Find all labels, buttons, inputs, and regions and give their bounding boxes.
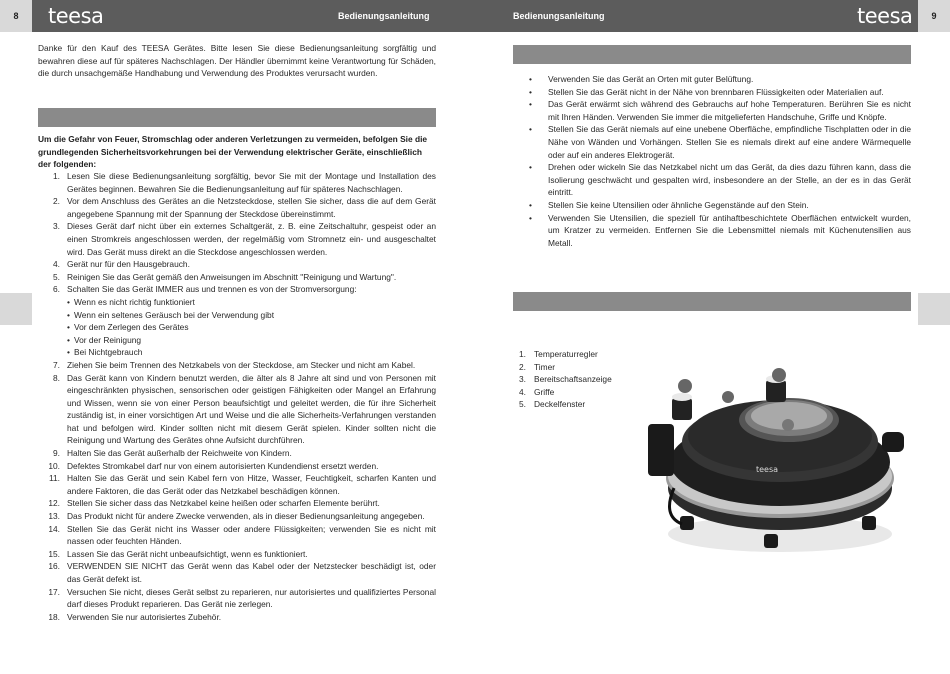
safety-item-text: Lassen Sie das Gerät nicht unbeaufsichtigt, wenn es funktioniert.	[67, 548, 308, 559]
safety-item	[38, 271, 436, 284]
safety-item-number: 10.	[48, 460, 60, 471]
section-bar-additional	[513, 45, 911, 64]
safety-item	[38, 548, 436, 561]
part-label: Temperaturregler	[534, 349, 598, 359]
safety-sub-list	[67, 296, 436, 359]
bullet-text: Verwenden Sie das Gerät an Orten mit guter Belüftung.	[548, 74, 754, 84]
safety-item-text: Versuchen Sie nicht, dieses Gerät selbst zu reparieren, nur autorisiertes und qualifiziertes Personal darf dieses Produkt reparieren. Das Gerät nie zerlegen.	[67, 586, 436, 610]
safety-item-text: Schalten Sie das Gerät IMMER aus und trennen es von der Stromversorgung:	[67, 284, 357, 295]
bullet-text: Verwenden Sie Utensilien, die speziell für antihaftbeschichtete Oberflächen entwickelt wurden, um Kratzer zu vermeiden. Entfernen Sie die Lebensmittel niemals mit Küchenutensilien aus Metall.	[548, 212, 911, 248]
safety-item-number: 5.	[53, 271, 60, 282]
safety-item	[38, 359, 436, 372]
bullet-dot: •	[529, 212, 532, 223]
safety-item-number: 6.	[53, 284, 60, 295]
part-item	[513, 348, 673, 361]
header-title-left: Bedienungsanleitung	[338, 11, 430, 21]
safety-item-number: 2.	[53, 196, 60, 207]
intro-paragraph: Danke für den Kauf des TEESA Gerätes. Bitte lesen Sie diese Bedienungsanleitung sorgfältig und bewahren diese auf für späteres Nachschlagen. Der Händler übernimmt keine Verantwortung für Schäden, die durch unsachgemäße Handhabung und Verwendung des Produktes verursacht wurden.	[38, 43, 436, 79]
bullet-text: Stellen Sie keine Utensilien oder ähnliche Gegenstände auf den Stein.	[548, 199, 809, 210]
safety-item	[38, 283, 436, 359]
part-label: Bereitschaftsanzeige	[534, 374, 612, 385]
safety-sub-item: • Wenn ein seltenes Geräusch bei der Verwendung gibt	[67, 309, 436, 322]
part-number: 4.	[519, 386, 526, 397]
safety-item-number: 18.	[48, 611, 60, 622]
safety-item-number: 15.	[48, 548, 60, 559]
safety-warning: Um die Gefahr von Feuer, Stromschlag oder anderen Verletzungen zu vermeiden, befolgen Sie die grundlegenden Sicherheitsvorkehrungen bei der Verwendung elektrischer Geräte, einschließlich der folgenden:	[38, 134, 428, 170]
safety-item-text: Das Gerät kann von Kindern benutzt werden, die älter als 8 Jahre alt sind und von Personen mit eingeschränkten physischen, sensorischen oder geistigen Fähigkeiten oder Mangel an Erfahrung und Wissen, wenn sie von einer Person beaufsichtigt und geleitet werden, die für ihre Sicherheit zuständig ist, in einer vorsichtigen Art und Weise und die alle Sicherheits-Verfahrungen verstanden hat und befolgen wird. Kinder sollten nicht mit diesem Gerät spielen. Kinder sollten nicht die Reinigung und Wartung des Gerätes ohne Aufsicht durchführen.	[67, 372, 436, 446]
bullet-item	[513, 212, 911, 250]
bullet-text: Drehen oder wickeln Sie das Netzkabel nicht um das Gerät, da dies dazu führen kann, dass die Isolierung geschwächt und gespalten wird, insbesondere an der Stelle, an der es in das Gerät eintritt.	[548, 162, 911, 198]
brand-logo-right: teesa	[857, 4, 913, 28]
safety-item	[38, 372, 436, 448]
safety-item-number: 17.	[48, 586, 60, 597]
safety-item-number: 7.	[53, 359, 60, 370]
safety-item	[38, 460, 436, 473]
safety-item-text: Lesen Sie diese Bedienungsanleitung sorgfältig, bevor Sie mit der Montage und Installation des Gerätes beginnen. Bewahren Sie die Bedienungsanleitung auf für späteres Nachschlagen.	[67, 171, 436, 194]
header-title-right: Bedienungsanleitung	[513, 11, 605, 21]
bullet-dot: •	[529, 99, 532, 110]
safety-item-text: Halten Sie das Gerät außerhalb der Reichweite von Kindern.	[67, 448, 292, 459]
safety-item	[38, 220, 436, 258]
bullet-item	[513, 161, 911, 199]
product-logo: teesa	[756, 465, 779, 474]
brand-logo-left: teesa	[48, 4, 104, 28]
bullet-item	[513, 123, 911, 161]
bullet-item	[513, 73, 911, 86]
safety-item-text: Das Produkt nicht für andere Zwecke verwenden, als in dieser Bedienungsanleitung angegeben.	[67, 511, 425, 522]
safety-list	[38, 170, 436, 623]
part-number: 1.	[519, 349, 526, 359]
safety-item-text: Defektes Stromkabel darf nur von einem autorisierten Kundendienst ersetzt werden.	[67, 460, 379, 471]
part-label: Deckelfenster	[534, 399, 586, 410]
safety-item-text: Ziehen Sie beim Trennen des Netzkabels von der Steckdose, am Stecker und nicht am Kabel.	[67, 359, 416, 370]
safety-item-text: Reinigen Sie das Gerät gemäß den Anweisungen im Abschnitt "Reinigung und Wartung".	[67, 271, 397, 282]
part-number: 2.	[519, 361, 526, 372]
safety-item-number: 16.	[48, 561, 60, 572]
header-bar	[0, 0, 950, 32]
safety-item	[38, 611, 436, 624]
safety-item-text: Gerät nur für den Hausgebrauch.	[67, 259, 190, 270]
safety-item-number: 1.	[53, 171, 60, 181]
safety-item-number: 14.	[48, 523, 60, 534]
section-bar-parts	[513, 292, 911, 311]
safety-item	[38, 497, 436, 510]
safety-item	[38, 195, 436, 220]
bullet-dot: •	[529, 86, 532, 97]
bullet-text: Stellen Sie das Gerät nicht in der Nähe von brennbaren Flüssigkeiten oder Materialien auf.	[548, 86, 884, 97]
bullet-item	[513, 86, 911, 99]
safety-item	[38, 586, 436, 611]
part-label: Timer	[534, 361, 556, 372]
bullet-item	[513, 199, 911, 212]
side-tab-left	[0, 293, 32, 325]
safety-item	[38, 510, 436, 523]
safety-item	[38, 523, 436, 548]
safety-item-text: Dieses Gerät darf nicht über ein externes Schaltgerät, z. B. eine Zeitschaltuhr, gespeist oder an einen Stromkreis angeschlossen werden, der regelmäßig vom Stromnetz ein- und ausgeschaltet wird. Das Gerät muss direkt an die Steckdose angeschlossen werden.	[67, 221, 436, 257]
safety-item-text: Verwenden Sie nur autorisiertes Zubehör.	[67, 611, 222, 622]
side-tab-right	[918, 293, 950, 325]
safety-item	[38, 560, 436, 585]
part-label: Griffe	[534, 386, 555, 397]
safety-sub-item: • Vor der Reinigung	[67, 334, 436, 347]
safety-item-number: 3.	[53, 221, 60, 232]
pizza-oven-image	[640, 366, 910, 556]
safety-item	[38, 170, 436, 195]
section-bar-safety	[38, 108, 436, 127]
safety-item-text: Vor dem Anschluss des Gerätes an die Netzsteckdose, stellen Sie sicher, dass die auf dem Gerät angegebene Spannung mit der Spannung der Steckdose übereinstimmt.	[67, 196, 436, 219]
page-number-right: 9	[918, 0, 950, 32]
safety-item-number: 8.	[53, 372, 60, 383]
bullet-dot: •	[529, 74, 532, 84]
bullet-text: Das Gerät erwärmt sich während des Gebrauchs auf hohe Temperaturen. Berühren Sie es nicht mit Ihren Händen. Verwenden Sie immer die mitgelieferten Handschuhe, Griffe und Knöpfe.	[548, 99, 911, 122]
safety-item-text: Stellen Sie das Gerät nicht ins Wasser oder andere Flüssigkeiten; verwenden Sie es nicht mit nassen oder feuchten Händen.	[67, 523, 436, 547]
safety-item-number: 11.	[48, 473, 60, 484]
safety-sub-item: • Wenn es nicht richtig funktioniert	[67, 296, 436, 309]
bullet-item	[513, 98, 911, 123]
safety-item-text: VERWENDEN SIE NICHT das Gerät wenn das Kabel oder der Netzstecker beschädigt ist, oder das Gerät defekt ist.	[67, 561, 436, 584]
safety-item-number: 12.	[48, 498, 60, 509]
safety-item-number: 13.	[48, 511, 60, 522]
safety-item	[38, 258, 436, 271]
safety-item-text: Stellen Sie sicher dass das Netzkabel keine heißen oder scharfen Elemente berührt.	[67, 498, 380, 509]
safety-item	[38, 472, 436, 497]
safety-item-text: Halten Sie das Gerät und sein Kabel fern von Hitze, Wasser, Feuchtigkeit, scharfen Kanten und andere Faktoren, die das Gerät oder das Netzkabel beschädigen können.	[67, 473, 436, 496]
safety-item-number: 4.	[53, 259, 60, 270]
safety-sub-item: • Vor dem Zerlegen des Gerätes	[67, 321, 436, 334]
part-number: 5.	[519, 399, 526, 410]
safety-item	[38, 447, 436, 460]
page-number-left: 8	[0, 0, 32, 32]
bullet-text: Stellen Sie das Gerät niemals auf eine unebene Oberfläche, empfindliche Tischplatten oder in die Nähe von Wänden und Vorhängen. Stellen Sie es niemals direkt auf eine andere Wärmequelle oder auf ein anderes Elektrogerät.	[548, 124, 911, 160]
safety-item-number: 9.	[53, 448, 60, 459]
bullet-dot: •	[529, 199, 532, 210]
part-number: 3.	[519, 374, 526, 385]
safety-sub-item: • Bei Nichtgebrauch	[67, 346, 436, 359]
bullet-dot: •	[529, 162, 532, 173]
additional-safety-list	[513, 73, 911, 249]
bullet-dot: •	[529, 124, 532, 135]
